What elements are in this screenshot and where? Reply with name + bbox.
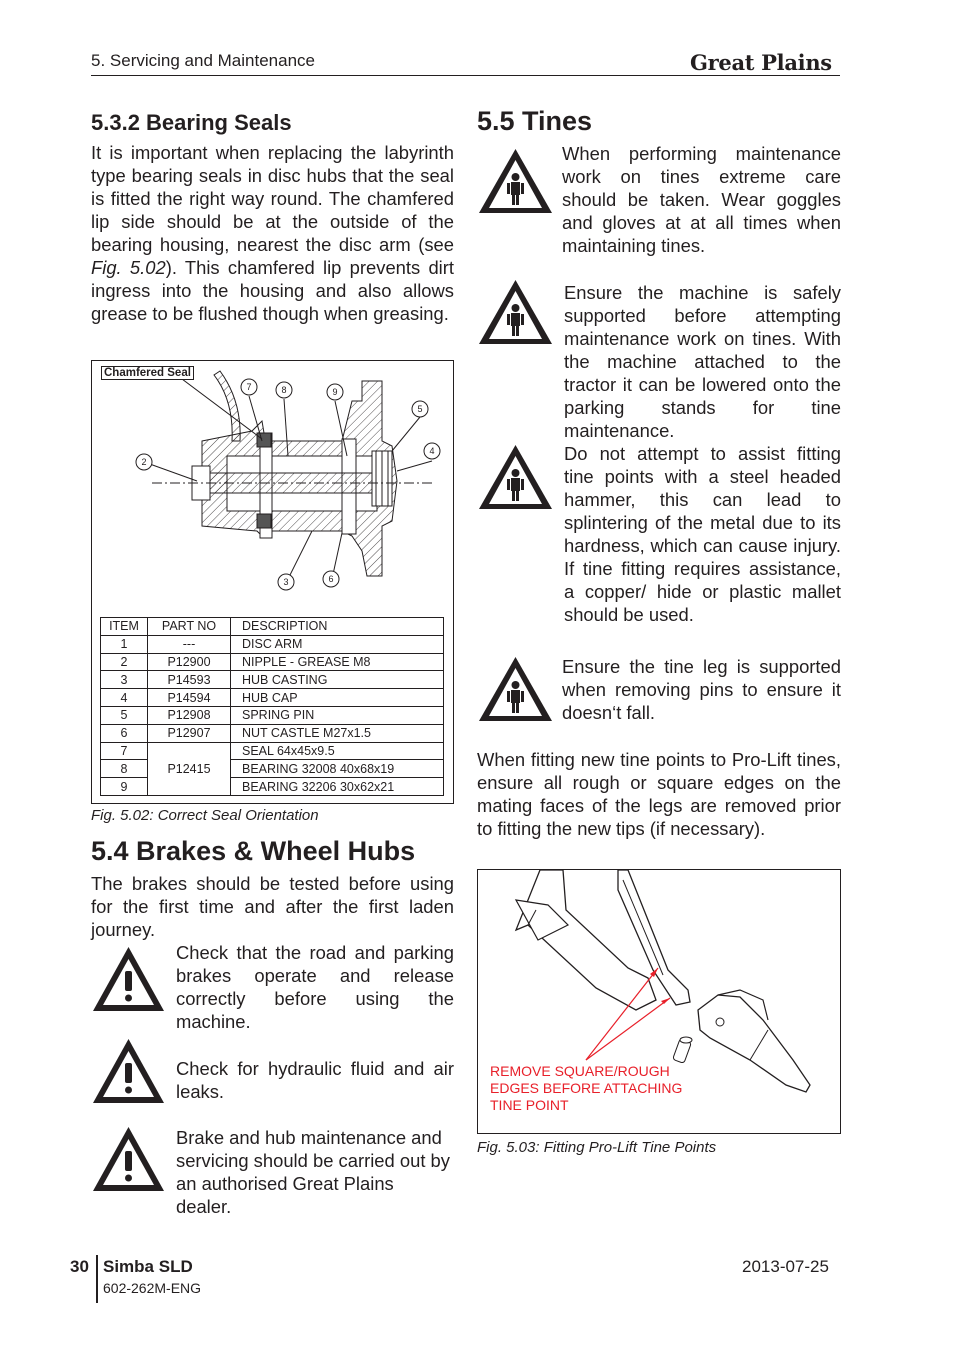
tine-point-note: REMOVE SQUARE/ROUGH EDGES BEFORE ATTACHING TINE POINT bbox=[490, 1063, 683, 1113]
svg-text:7: 7 bbox=[246, 382, 252, 392]
tines-warning-4: Ensure the tine leg is supported when removing pins to ensure it doesn‘t fall. bbox=[562, 656, 841, 723]
tines-paragraph: When fitting new tine points to Pro-Lift tines, ensure all rough or square edges on the mating faces of the legs are removed prior to fitting the new tips (if necessary). bbox=[477, 749, 841, 839]
brakes-intro: The brakes should be tested before using for the first time and after the first laden journey. bbox=[91, 873, 454, 940]
table-row: 1 --- DISC ARM bbox=[101, 635, 444, 653]
tines-warning-1: When performing maintenance work on tines extreme care should be taken. Wear goggles and gloves at at all times when maintaining tines. bbox=[562, 143, 841, 256]
hub-cross-section-drawing bbox=[92, 361, 452, 611]
brakes-heading: 5.4 Brakes & Wheel Hubs bbox=[91, 836, 416, 866]
header-divider bbox=[91, 75, 840, 76]
parts-table bbox=[100, 617, 444, 796]
col-header-item: ITEM bbox=[101, 618, 148, 636]
brand-logo: Great Plains bbox=[690, 50, 832, 75]
table-header-row bbox=[101, 618, 444, 636]
protective-equipment-warning-icon bbox=[477, 443, 554, 511]
brakes-warning-1: Check that the road and parking brakes operate and release correctly before using the machine. bbox=[176, 942, 454, 1032]
footer-model: Simba SLD bbox=[103, 1257, 193, 1276]
exclamation-warning-icon bbox=[91, 945, 166, 1013]
exclamation-warning-icon bbox=[91, 1125, 166, 1193]
svg-text:2: 2 bbox=[141, 457, 147, 467]
table-row: 6 P12907 NUT CASTLE M27x1.5 bbox=[101, 724, 444, 742]
exclamation-warning-icon bbox=[91, 1037, 166, 1105]
table-row: 9 BEARING 32206 30x62x21 bbox=[101, 778, 444, 796]
table-row: 7 P12415 SEAL 64x45x9.5 bbox=[101, 742, 444, 760]
tines-heading: 5.5 Tines bbox=[477, 106, 593, 136]
table-row: 2 P12900 NIPPLE - GREASE M8 bbox=[101, 653, 444, 671]
bearing-seals-paragraph: It is important when replacing the labyrinth type bearing seals in disc hubs that the seal is fitted the right way round. The chamfered lip side should be at the outside of the bearing housing, nearest the disc arm (see Fig. 5.02). This chamfered lip prevents dirt ingress into the housing and also allows grease to be flushed though when greasing. bbox=[91, 142, 454, 324]
tines-warning-2: Ensure the machine is safely supported before attempting maintenance work on tines. With the machine attached to the tractor it can be lowered onto the parking stands for tine maintenance. bbox=[564, 282, 841, 441]
bearing-seals-heading: 5.3.2 Bearing Seals bbox=[91, 110, 292, 135]
svg-text:9: 9 bbox=[332, 387, 338, 397]
svg-text:5: 5 bbox=[417, 404, 423, 414]
tines-warning-3: Do not attempt to assist fitting tine points with a steel headed hammer, this can lead to splintering of the metal due to its hardness, which can cause injury. If tine fitting requires assistance, a copper/ hide or plastic mallet should be used. bbox=[564, 443, 841, 625]
col-header-part: PART NO bbox=[148, 618, 231, 636]
section-header: 5. Servicing and Maintenance bbox=[91, 51, 315, 70]
svg-text:8: 8 bbox=[281, 385, 287, 395]
footer-divider bbox=[96, 1255, 98, 1303]
page-number: 30 bbox=[70, 1257, 89, 1276]
protective-equipment-warning-icon bbox=[477, 655, 554, 723]
protective-equipment-warning-icon bbox=[477, 278, 554, 346]
table-row: 3 P14593 HUB CASTING bbox=[101, 671, 444, 689]
svg-text:4: 4 bbox=[429, 446, 435, 456]
table-row: 5 P12908 SPRING PIN bbox=[101, 706, 444, 724]
table-row: 8 BEARING 32008 40x68x19 bbox=[101, 760, 444, 778]
brakes-warning-3: Brake and hub maintenance and servicing should be carried out by an authorised Great Plains dealer. bbox=[176, 1127, 450, 1217]
svg-text:6: 6 bbox=[328, 574, 334, 584]
col-header-description: DESCRIPTION bbox=[231, 618, 444, 636]
figure-5-03-caption: Fig. 5.03: Fitting Pro-Lift Tine Points bbox=[477, 1139, 717, 1156]
footer-date: 2013-07-25 bbox=[742, 1257, 829, 1276]
table-row: 4 P14594 HUB CAP bbox=[101, 689, 444, 707]
footer-doc-code: 602-262M-ENG bbox=[103, 1280, 202, 1296]
brakes-warning-2: Check for hydraulic fluid and air leaks. bbox=[176, 1058, 454, 1102]
svg-text:3: 3 bbox=[283, 577, 289, 587]
figure-reference: Fig. 5.02 bbox=[91, 257, 166, 278]
chamfered-seal-label: Chamfered Seal bbox=[101, 366, 194, 380]
protective-equipment-warning-icon bbox=[477, 147, 554, 215]
figure-5-02-caption: Fig. 5.02: Correct Seal Orientation bbox=[91, 807, 319, 824]
